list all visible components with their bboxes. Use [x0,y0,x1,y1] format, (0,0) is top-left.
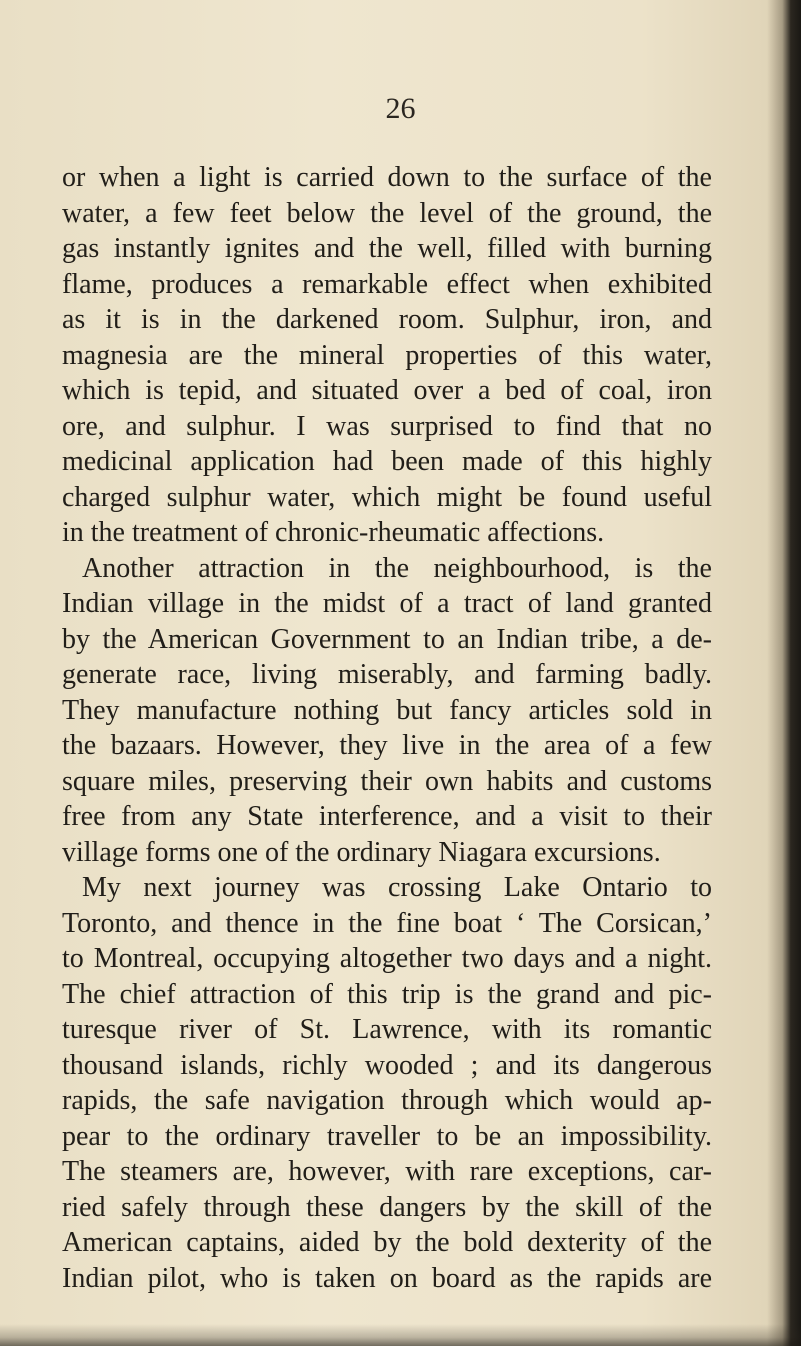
text-line: generate race, living miserably, and farming badly. [62,659,712,690]
text-line: medicinal application had been made of this highly [62,446,712,477]
text-line: The chief attraction of this trip is the grand and pic- [62,978,712,1010]
binding-shadow [767,0,801,1346]
text-line: My next journey was crossing Lake Ontario to [82,872,712,903]
text-line: flame, produces a remarkable effect when exhibited [62,268,712,300]
text-line: They manufacture nothing but fancy articles sold in [62,694,712,726]
text-line: pear to the ordinary traveller to be an impossibility. [62,1120,712,1152]
text-line: rapids, the safe navigation through which would ap- [62,1085,712,1116]
text-line: The steamers are, however, with rare exceptions, car- [62,1156,712,1187]
text-line: square miles, preserving their own habits and customs [62,765,712,797]
text-line: the bazaars. However, they live in the area of a few [62,730,712,761]
body-text [62,160,712,1296]
text-line: Another attraction in the neighbourhood, is the [82,552,712,584]
text-line: Toronto, and thence in the fine boat ‘ The Corsican,’ [62,907,712,939]
text-line: charged sulphur water, which might be found useful [62,481,712,513]
text-line: free from any State interference, and a visit to their [62,801,712,832]
text-line: in the treatment of chronic-rheumatic affections. [62,517,605,548]
text-line: Indian village in the midst of a tract of land granted [62,588,712,619]
text-line: which is tepid, and situated over a bed of coal, iron [62,375,712,406]
page-number: 26 [385,92,416,125]
text-line: water, a few feet below the level of the ground, the [62,197,712,229]
text-line: as it is in the darkened room. Sulphur, iron, and [62,304,712,335]
text-line: American captains, aided by the bold dexterity of the [62,1227,712,1258]
text-line: ore, and sulphur. I was surprised to find that no [62,410,712,442]
text-line: village forms one of the ordinary Niagara excursions. [62,836,661,868]
text-line: thousand islands, richly wooded ; and its dangerous [62,1049,712,1081]
text-line: by the American Government to an Indian tribe, a de- [62,623,712,655]
text-line: turesque river of St. Lawrence, with its romantic [62,1014,712,1045]
text-line: gas instantly ignites and the well, filled with burning [62,233,712,264]
text-line: ried safely through these dangers by the skill of the [62,1191,712,1223]
text-line: magnesia are the mineral properties of this water, [62,339,712,371]
text-line: Indian pilot, who is taken on board as the rapids are [62,1262,712,1294]
page-bottom-edge [0,1324,801,1346]
text-line: to Montreal, occupying altogether two days and a night. [62,943,712,974]
text-line: or when a light is carried down to the surface of the [62,162,712,193]
